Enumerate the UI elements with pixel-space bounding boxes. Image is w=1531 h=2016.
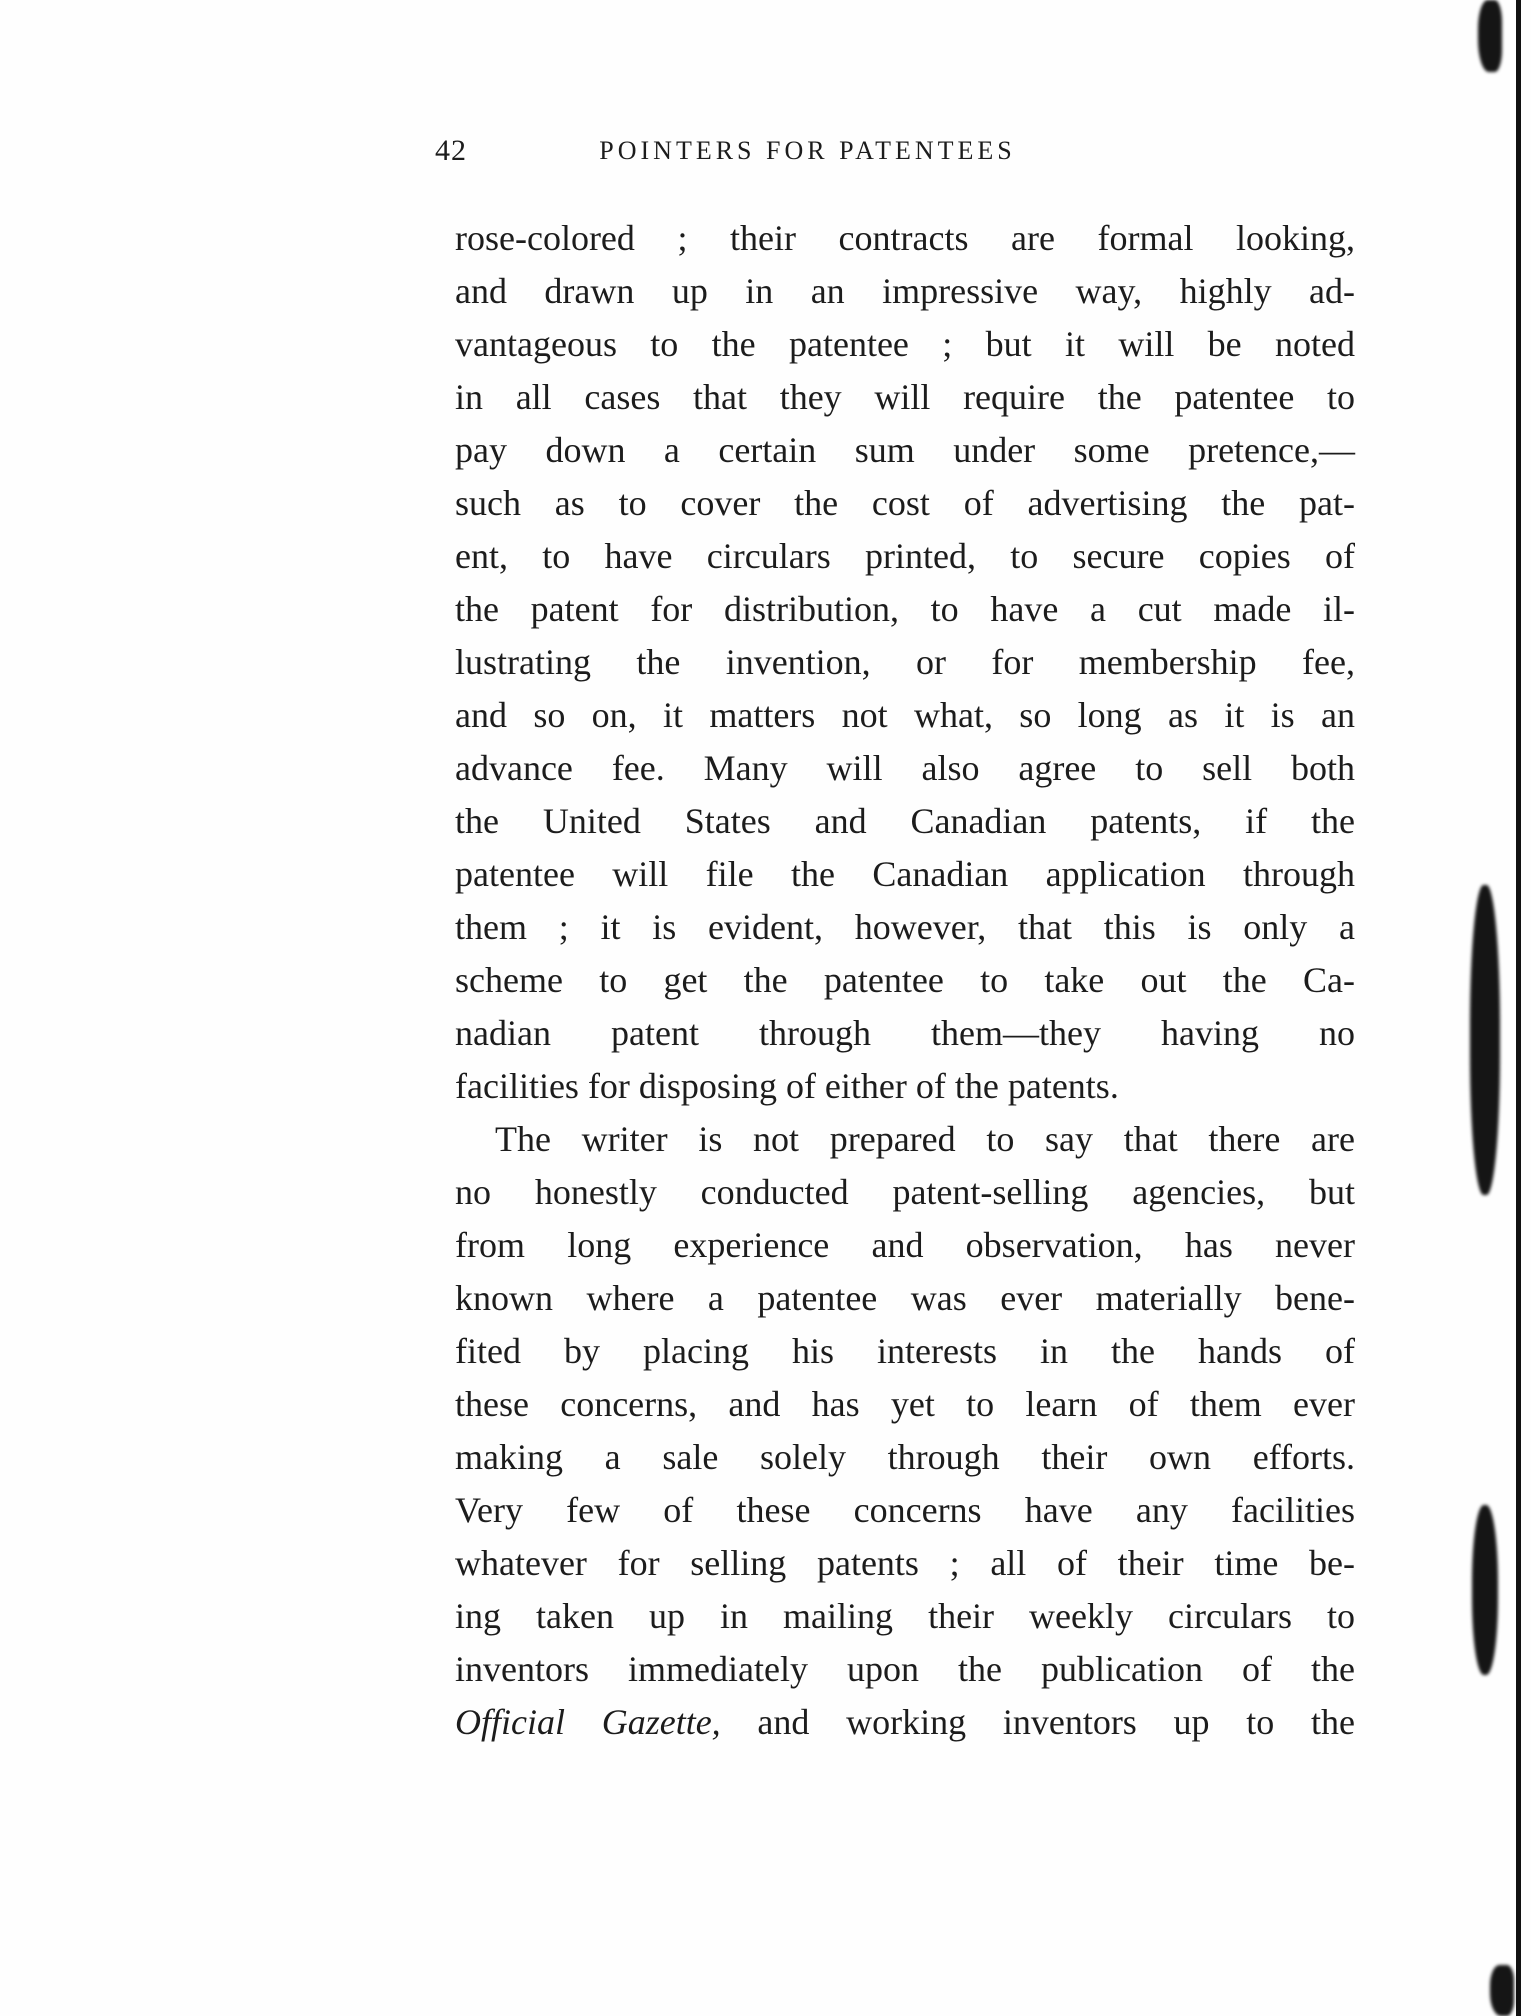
text-line: advance fee. Many will also agree to sell both: [455, 748, 1355, 788]
text-line: lustrating the invention, or for membership fee,: [455, 642, 1355, 682]
text-line: no honestly conducted patent-selling agencies, but: [455, 1172, 1355, 1212]
text-line: them ; it is evident, however, that this is only a: [455, 907, 1355, 947]
text-line: and so on, it matters not what, so long as it is an: [455, 695, 1355, 735]
text-line: inventors immediately upon the publication of the: [455, 1649, 1355, 1689]
text-line: the patent for distribution, to have a cut made il-: [455, 589, 1355, 629]
text-line: in all cases that they will require the patentee to: [455, 377, 1355, 417]
running-head: [435, 134, 1140, 174]
scan-edge-shadow: [1490, 1965, 1514, 2016]
text-line: and drawn up in an impressive way, highly ad-: [455, 271, 1355, 311]
running-title: POINTERS FOR PATENTEES: [599, 136, 1016, 165]
text-line: vantageous to the patentee ; but it will be noted: [455, 324, 1355, 364]
body-text: [455, 212, 1355, 1749]
scan-edge-shadow: [1470, 885, 1500, 1195]
text-line: [455, 1696, 1355, 1749]
text-line: ent, to have circulars printed, to secure copies of: [455, 536, 1355, 576]
page-number: 42: [435, 134, 467, 167]
text-line: ing taken up in mailing their weekly circulars to: [455, 1596, 1355, 1636]
text-line: The writer is not prepared to say that there are: [495, 1119, 1355, 1159]
scan-edge-line: [1516, 0, 1521, 2016]
text-line: these concerns, and has yet to learn of them ever: [455, 1384, 1355, 1424]
text-line: rose-colored ; their contracts are formal looking,: [455, 218, 1355, 258]
text-line: scheme to get the patentee to take out the Ca-: [455, 960, 1355, 1000]
italic-title: Official Gazette,: [455, 1702, 721, 1742]
text-line: from long experience and observation, has never: [455, 1225, 1355, 1265]
text-line: facilities for disposing of either of the patents.: [455, 1066, 1119, 1106]
text-line: fited by placing his interests in the hands of: [455, 1331, 1355, 1371]
text-fragment: and working inventors up to the: [720, 1702, 1355, 1742]
scan-edge-shadow: [1478, 0, 1502, 72]
text-line: nadian patent through them—they having no: [455, 1013, 1355, 1053]
text-line: whatever for selling patents ; all of their time be-: [455, 1543, 1355, 1583]
paragraph: [455, 212, 1355, 1113]
text-line: known where a patentee was ever materially bene-: [455, 1278, 1355, 1318]
text-line: the United States and Canadian patents, if the: [455, 801, 1355, 841]
text-line: such as to cover the cost of advertising the pat-: [455, 483, 1355, 523]
text-line: making a sale solely through their own efforts.: [455, 1437, 1355, 1477]
text-line: patentee will file the Canadian application through: [455, 854, 1355, 894]
scan-edge-shadow: [1472, 1505, 1498, 1675]
text-line: pay down a certain sum under some pretence,—: [455, 430, 1355, 470]
text-line: Very few of these concerns have any facilities: [455, 1490, 1355, 1530]
paragraph: [455, 1113, 1355, 1749]
